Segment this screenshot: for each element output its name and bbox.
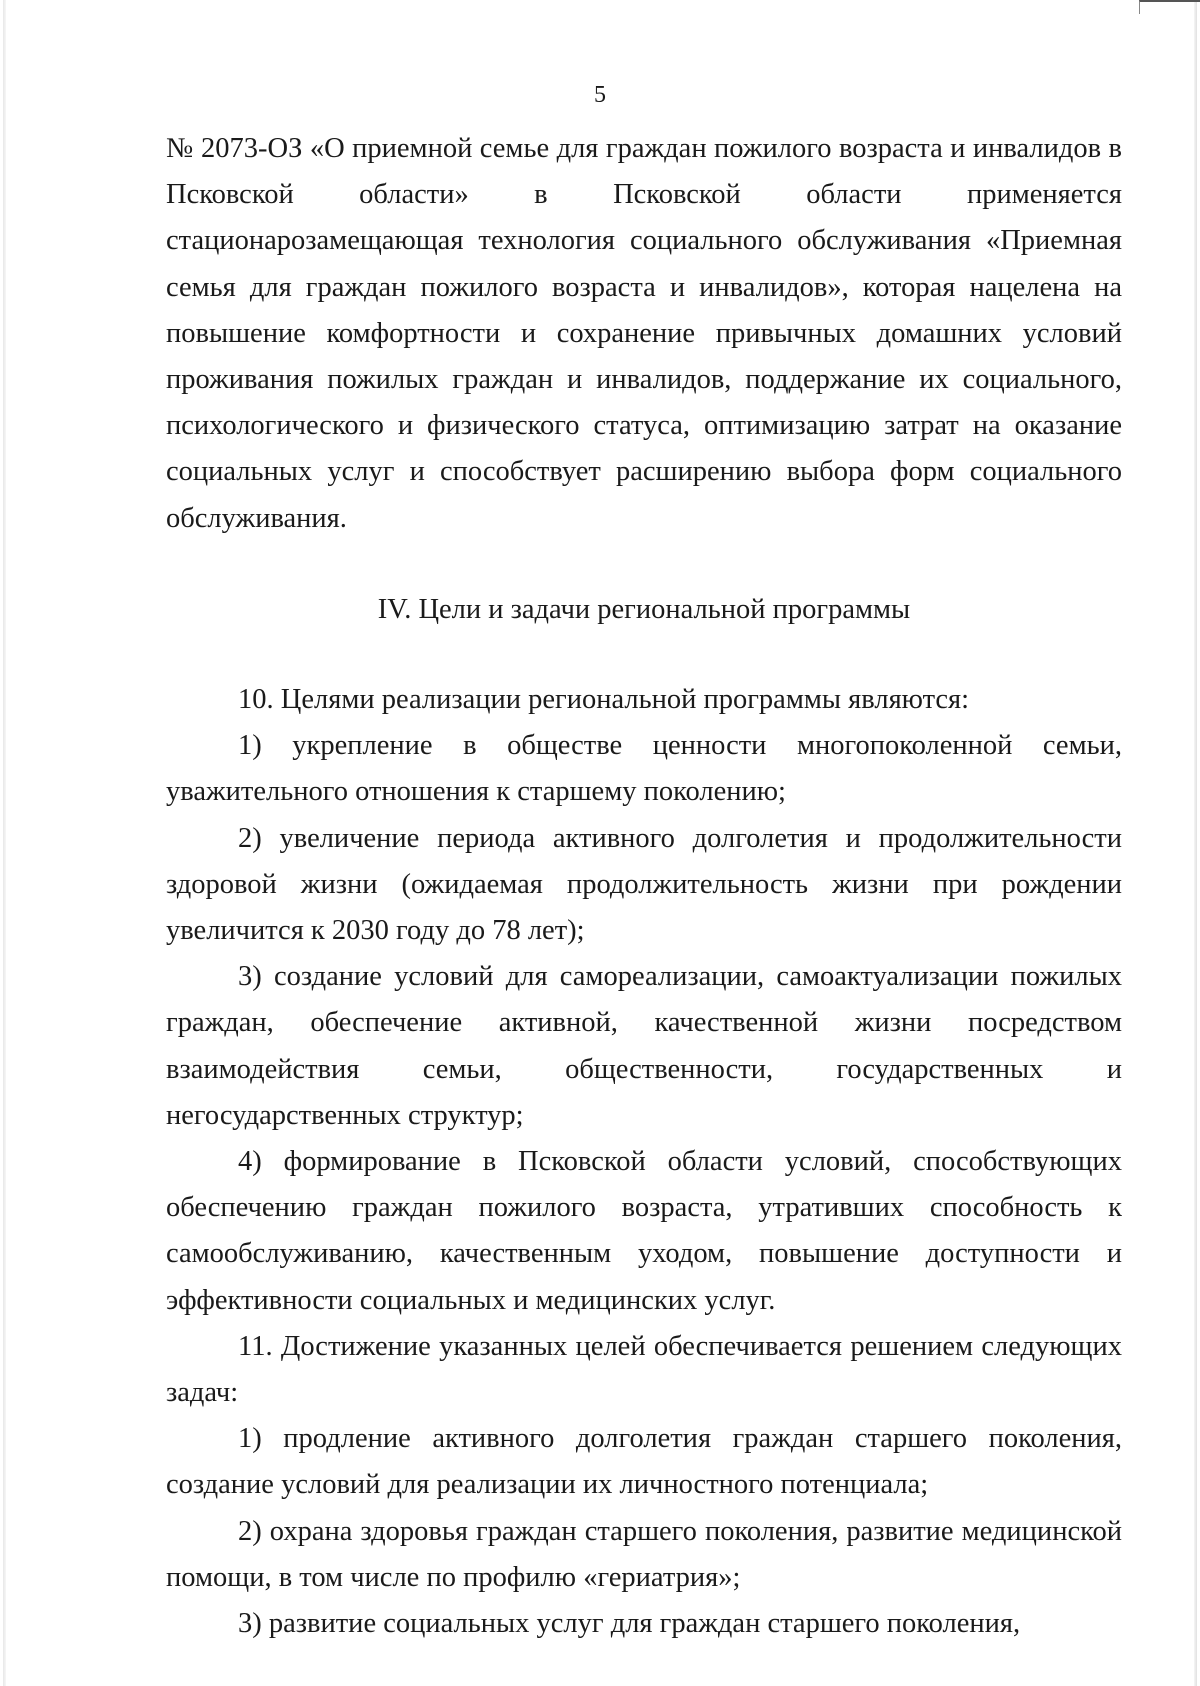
intro-text-block [166,126,1122,542]
paragraph-goal-3: 3) создание условий для самореализации, самоактуализации пожилых граждан, обеспечение активной, качественной жизни посредством взаимодействия семьи, общественности, государственных и негосударственных структур; [166,961,1122,1131]
section-body [166,677,1122,1647]
paragraph-task-3: 3) развитие социальных услуг для граждан старшего поколения, [238,1608,1021,1640]
scan-edge-left [3,0,6,1686]
page-number: 5 [594,82,606,108]
paragraph-task-1: 1) продление активного долголетия граждан старшего поколения, создание условий для реализации их личностного потенциала; [166,1423,1122,1501]
scan-edge-right [1194,0,1197,1686]
paragraph-goal-4: 4) формирование в Псковской области условий, способствующих обеспечению граждан пожилого возраста, утративших способность к самообслуживанию, качественным уходом, повышение доступности и эффективности социальных и медицинских услуг. [166,1146,1122,1316]
paragraph-goal-2: 2) увеличение периода активного долголетия и продолжительности здоровой жизни (ожидаемая продолжительность жизни при рождении увеличится к 2030 году до 78 лет); [166,822,1122,947]
intro-paragraph: № 2073-ОЗ «О приемной семье для граждан пожилого возраста и инвалидов в Псковской области» в Псковской области применяется стационарозамещающая технология социального обслуживания «Приемная семья для граждан пожилого возраста и инвалидов», которая нацелена на повышение комфортности и сохранение привычных домашних условий проживания пожилых граждан и инвалидов, поддержание их социального, психологического и физического статуса, оптимизацию затрат на оказание социальных услуг и способствует расширению выбора форм социального обслуживания. [166,133,1122,534]
scan-corner-mark [1139,0,1200,14]
paragraph-goal-1: 1) укрепление в обществе ценности многопоколенной семьи, уважительного отношения к старшему поколению; [166,730,1122,808]
paragraph-task-2: 2) охрана здоровья граждан старшего поколения, развитие медицинской помощи, в том числе по профилю «гериатрия»; [166,1515,1122,1593]
section-heading: IV. Цели и задачи региональной программы [377,594,911,625]
paragraph-goals-intro: 10. Целями реализации региональной программы являются: [238,684,970,715]
paragraph-tasks-intro: 11. Достижение указанных целей обеспечивается решением следующих задач: [166,1330,1122,1409]
